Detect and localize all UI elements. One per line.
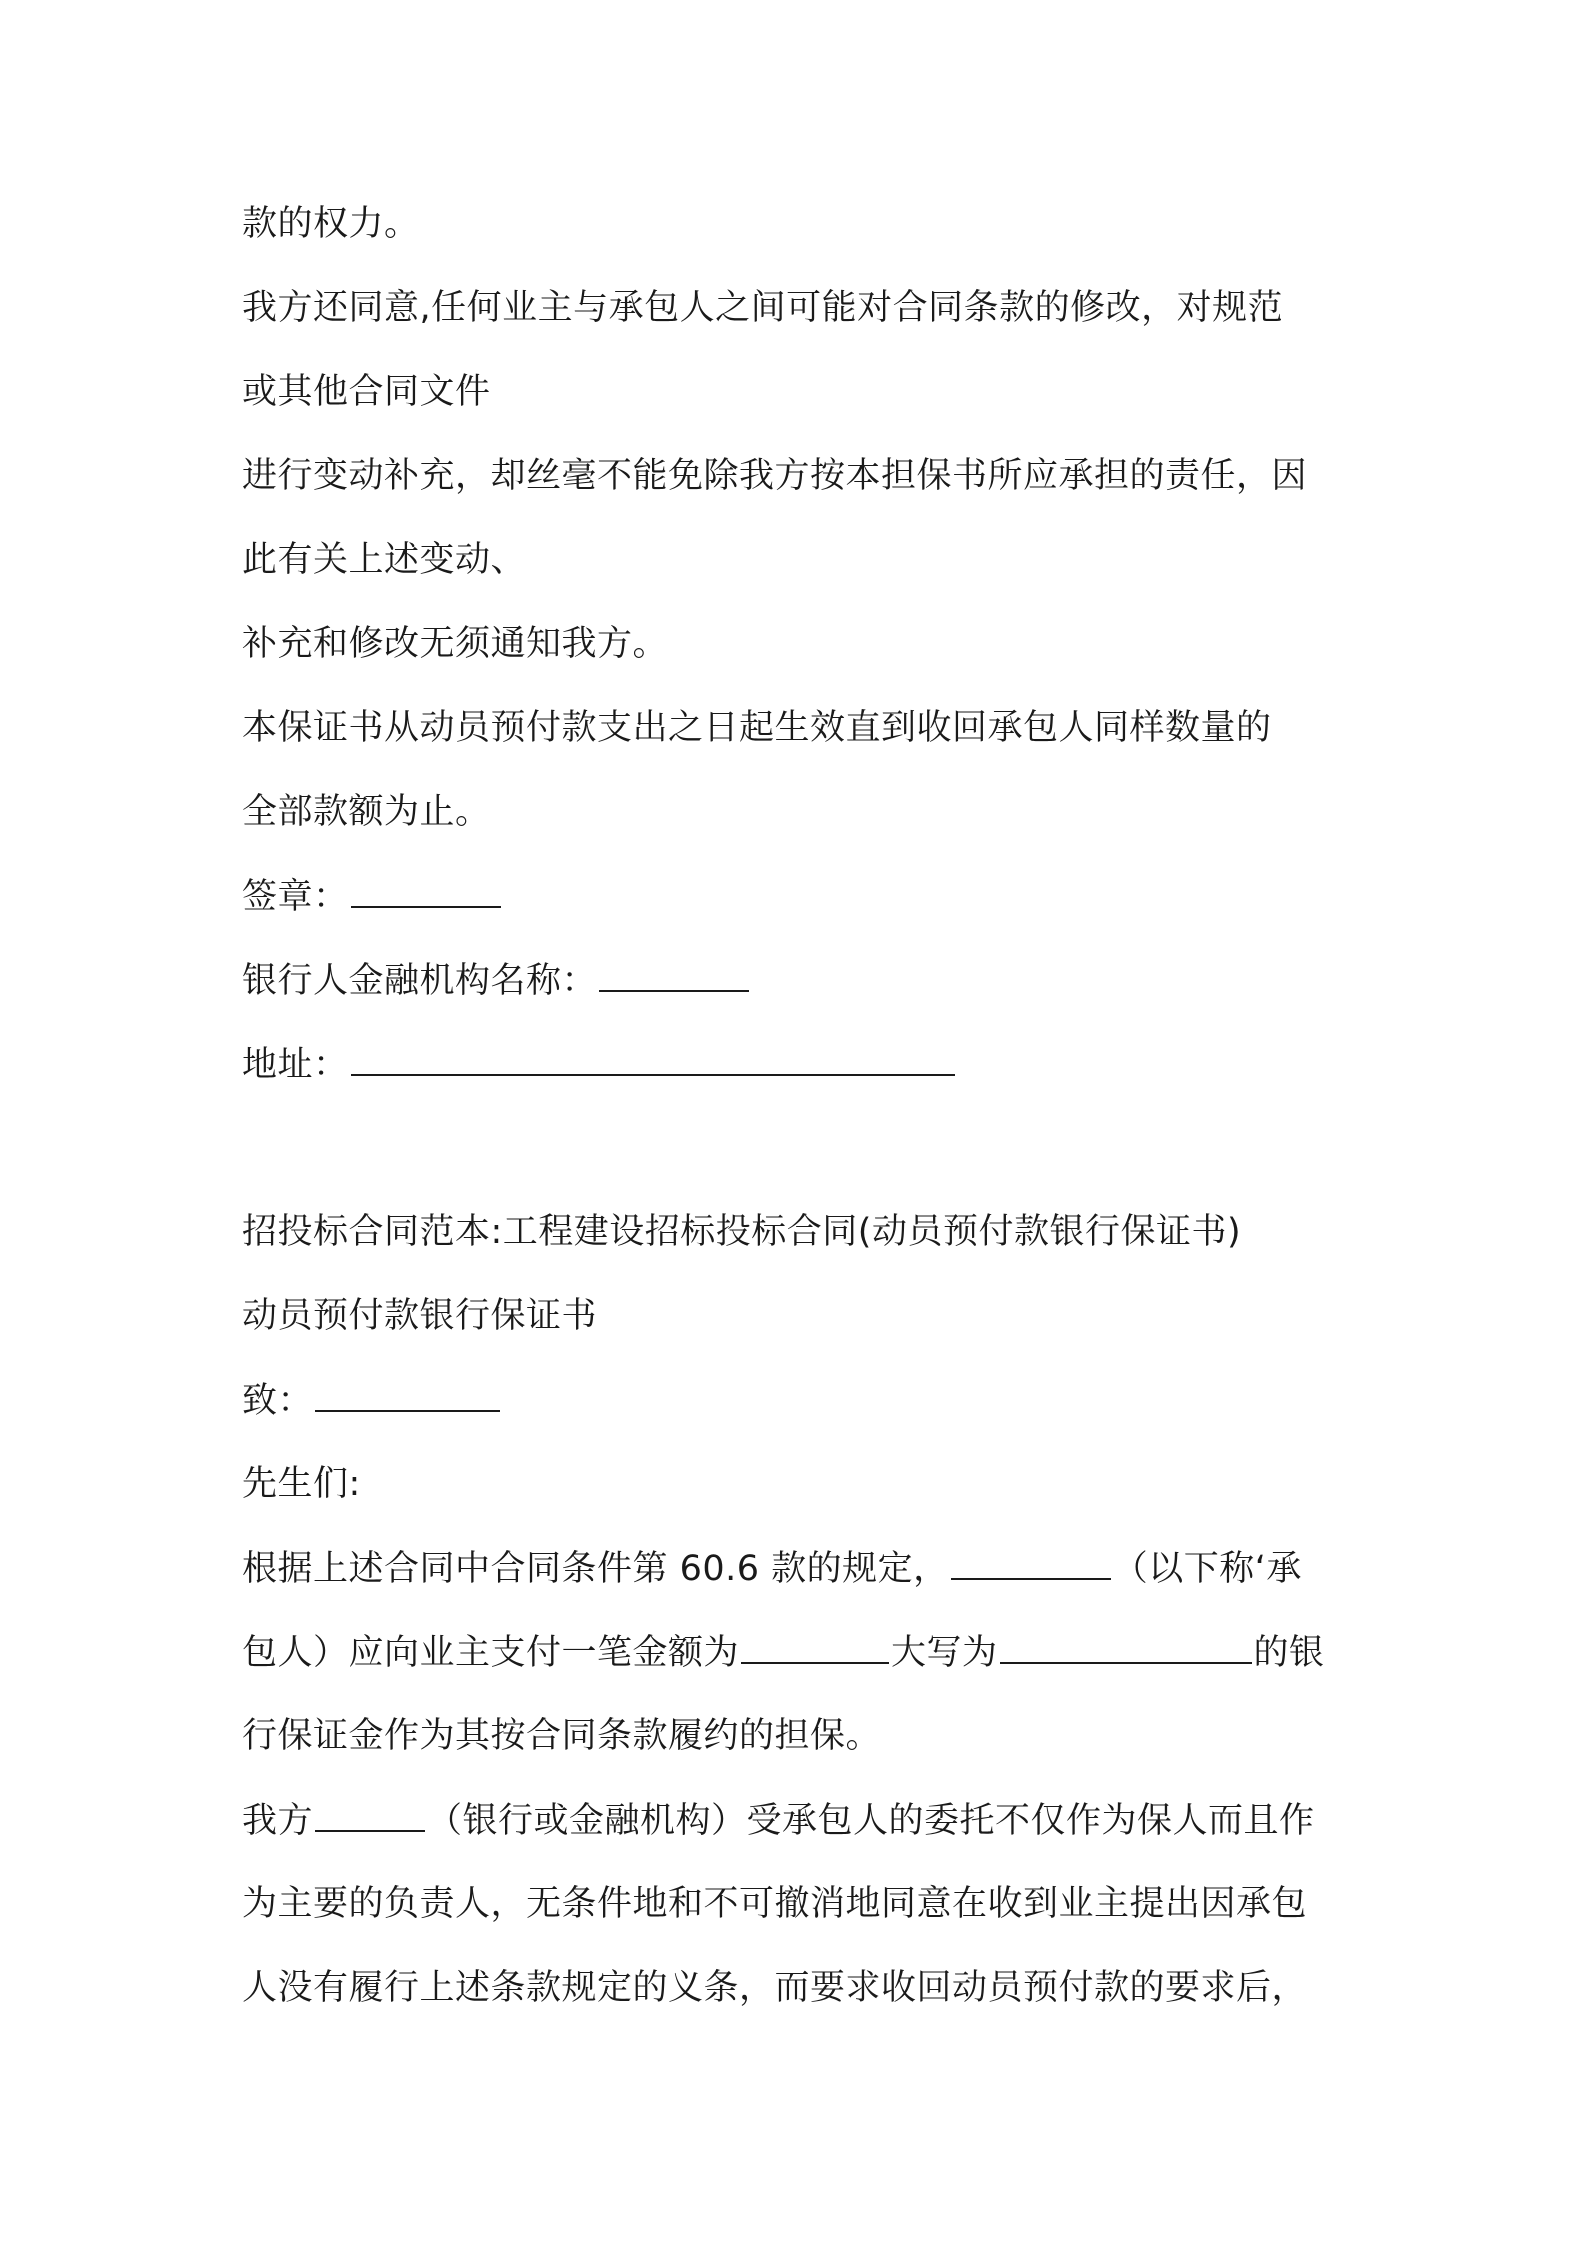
address-label: 地址：	[242, 1045, 349, 1085]
signature-label: 签章：	[242, 877, 349, 917]
paragraph-line	[242, 1544, 1302, 1593]
text-line: 款的权力。	[242, 204, 420, 244]
text-line: 本保证书从动员预付款支出之日起生效直到收回承包人同样数量的	[242, 708, 1272, 748]
text-line: 行保证金作为其按合同条款履约的担保。	[242, 1716, 882, 1756]
bank-name-blank[interactable]	[599, 956, 749, 992]
p2-text-c: 的银	[1253, 1633, 1325, 1673]
bank-name-field	[242, 956, 751, 1005]
to-blank[interactable]	[315, 1376, 500, 1412]
address-field	[242, 1040, 957, 1089]
text-line: 我方还同意,任何业主与承包人之间可能对合同条款的修改，对规范	[242, 288, 1284, 328]
amount-blank[interactable]	[741, 1628, 889, 1664]
to-field	[242, 1376, 502, 1425]
text-line: 此有关上述变动、	[242, 540, 527, 580]
contractor-blank[interactable]	[951, 1544, 1111, 1580]
text-line: 全部款额为止。	[242, 792, 491, 832]
p2-text-b: 大写为	[891, 1633, 998, 1673]
p2-text-a: 包人）应向业主支付一笔金额为	[242, 1633, 740, 1673]
to-label: 致：	[242, 1381, 314, 1421]
text-line: 或其他合同文件	[242, 372, 491, 412]
p1-text-b: （以下称‘承	[1112, 1549, 1302, 1589]
section-title: 招投标合同范本:工程建设招标投标合同(动员预付款银行保证书)	[242, 1212, 1242, 1252]
signature-field	[242, 872, 503, 921]
text-line: 补充和修改无须通知我方。	[242, 624, 669, 664]
text-line: 为主要的负责人，无条件地和不可撤消地同意在收到业主提出因承包	[242, 1884, 1308, 1924]
text-line: 人没有履行上述条款规定的义条，而要求收回动员预付款的要求后，	[242, 1968, 1308, 2008]
doc-title: 动员预付款银行保证书	[242, 1296, 598, 1336]
paragraph-line	[242, 1796, 1315, 1845]
salutation: 先生们:	[242, 1464, 361, 1504]
p4-text-a: 我方	[242, 1801, 314, 1841]
text-line: 进行变动补充，却丝毫不能免除我方按本担保书所应承担的责任，因	[242, 456, 1308, 496]
p1-text-a: 根据上述合同中合同条件第 60.6 款的规定，	[242, 1549, 949, 1589]
address-blank[interactable]	[351, 1040, 955, 1076]
bank-name-label: 银行人金融机构名称：	[242, 961, 598, 1001]
paragraph-line	[242, 1628, 1325, 1677]
p4-text-b: （银行或金融机构）受承包人的委托不仅作为保人而且作	[427, 1801, 1315, 1841]
amount-words-blank[interactable]	[1000, 1628, 1252, 1664]
bank-blank[interactable]	[315, 1796, 425, 1832]
signature-blank[interactable]	[351, 872, 501, 908]
